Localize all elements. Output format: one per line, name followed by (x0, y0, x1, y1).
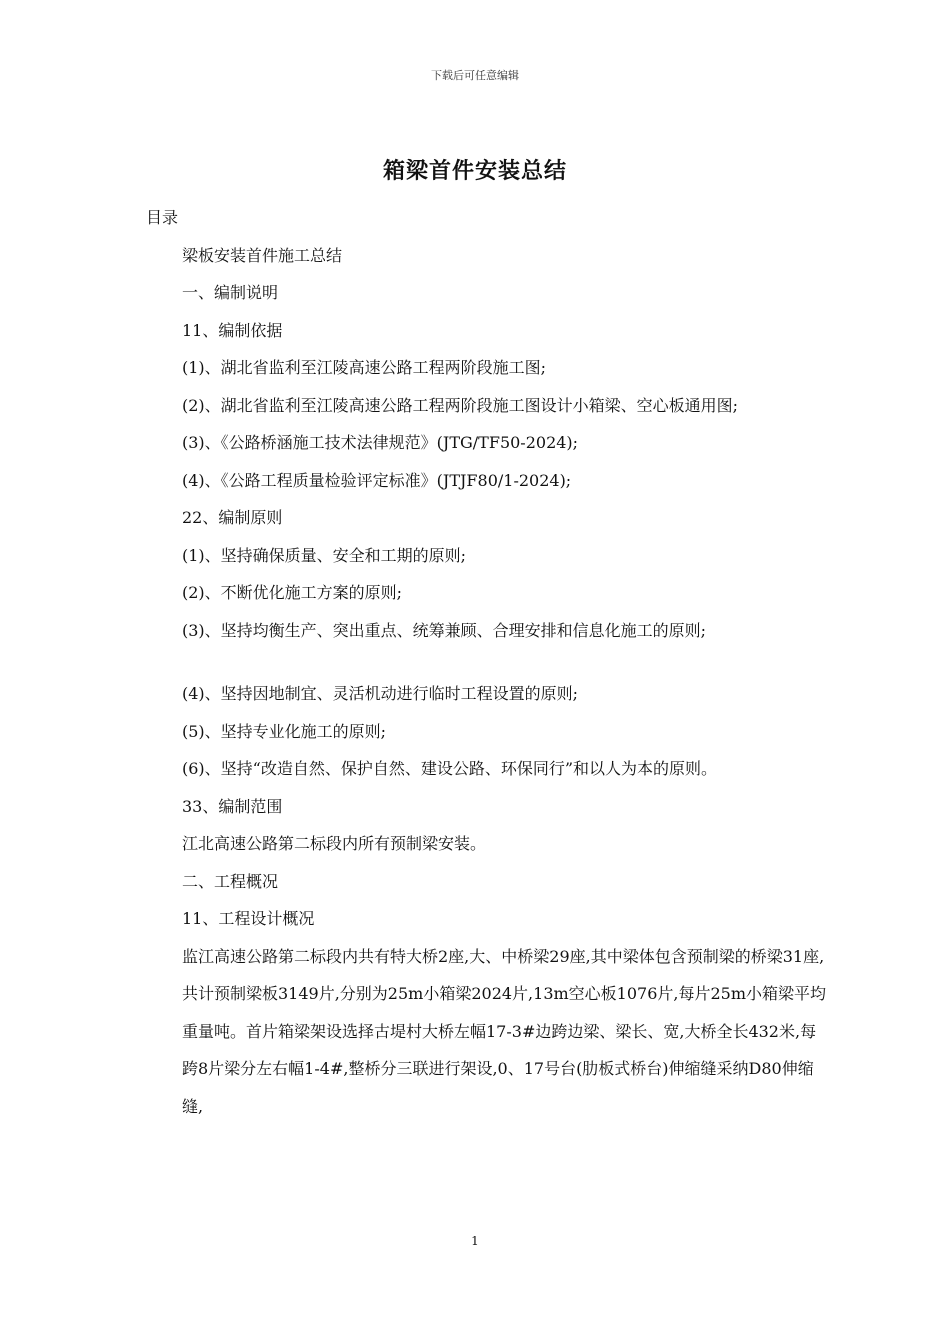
toc-heading: 目录 (146, 208, 179, 227)
paragraph: 江北高速公路第二标段内所有预制梁安装。 (182, 834, 487, 853)
paragraph: 监江高速公路第二标段内共有特大桥2座,大、中桥梁29座,其中梁体包含预制梁的桥梁31座,共计预制梁板3149片,分别为25m小箱梁2024片,13m空心板1076片,每片25m小箱梁平均重量吨。首片箱梁架设选择古堤村大桥左幅17-3#边跨边梁、梁长、宽,大桥全长432米,每跨8片梁分左右幅1-4#,整桥分三联进行架设,0、17号台(肋板式桥台)伸缩缝采纳D80伸缩缝, (182, 946, 827, 1116)
page-number: 1 (471, 1234, 479, 1248)
list-item: (1)、湖北省监利至江陵高速公路工程两阶段施工图; (182, 358, 547, 377)
subsection-heading: 33、编制范围 (182, 796, 283, 816)
subsection-heading: 11、编制依据 (182, 320, 283, 340)
list-item: (2)、湖北省监利至江陵高速公路工程两阶段施工图设计小箱梁、空心板通用图; (182, 395, 739, 415)
list-item: (1)、坚持确保质量、安全和工期的原则; (182, 545, 467, 565)
subsection-heading: 11、工程设计概况 (182, 909, 315, 928)
page-header: 下载后可任意编辑 (431, 69, 519, 82)
list-item: (3)、坚持均衡生产、突出重点、统筹兼顾、合理安排和信息化施工的原则; (182, 620, 707, 640)
list-item: (4)、《公路工程质量检验评定标准》(JTJF80/1-2024); (182, 470, 572, 490)
list-item: (2)、不断优化施工方案的原则; (182, 583, 403, 602)
list-item: (5)、坚持专业化施工的原则; (182, 721, 387, 741)
section-heading: 二、工程概况 (182, 871, 279, 891)
subsection-heading: 22、编制原则 (182, 508, 283, 527)
list-item: (6)、坚持“改造自然、保护自然、建设公路、环保同行”和以人为本的原则。 (182, 759, 718, 778)
document-title: 箱梁首件安装总结 (382, 158, 567, 184)
document-body (146, 199, 826, 1125)
paragraph: 梁板安装首件施工总结 (182, 245, 343, 265)
section-heading: 一、编制说明 (182, 283, 279, 302)
list-item: (3)、《公路桥涵施工技术法律规范》(JTG/TF50-2024); (182, 433, 579, 452)
list-item: (4)、坚持因地制宜、灵活机动进行临时工程设置的原则; (182, 684, 579, 703)
